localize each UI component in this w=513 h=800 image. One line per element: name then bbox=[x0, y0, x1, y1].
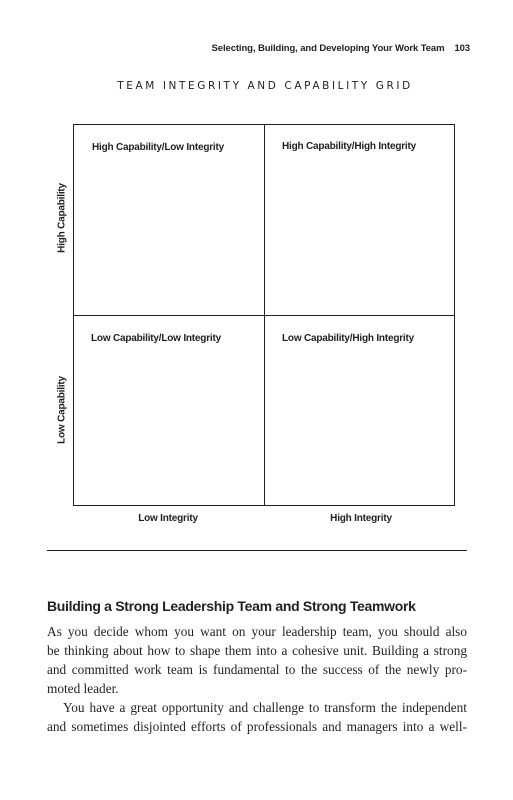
quadrant-label-low-capability-high-integrity: Low Capability/High Integrity bbox=[282, 333, 414, 344]
paragraph-1-line: As you decide whom you want on your leadership team, you should also bbox=[47, 624, 467, 639]
x-axis-label-high-integrity: High Integrity bbox=[330, 513, 392, 524]
y-axis-label-high-capability: High Capability bbox=[56, 183, 68, 253]
page-number: 103 bbox=[454, 43, 470, 54]
running-head-title: Selecting, Building, and Developing Your Work Team bbox=[211, 43, 445, 54]
figure-title: TEAM INTEGRITY AND CAPABILITY GRID bbox=[117, 80, 413, 92]
section-divider bbox=[47, 550, 467, 551]
body-text bbox=[47, 622, 467, 736]
x-axis-label-low-integrity: Low Integrity bbox=[138, 513, 198, 524]
paragraph-2-line: You have a great opportunity and challenge to transform the independent bbox=[63, 700, 467, 715]
paragraph-2-line: and sometimes disjointed efforts of professionals and managers into a well- bbox=[47, 719, 467, 734]
quadrant-label-high-capability-low-integrity: High Capability/Low Integrity bbox=[92, 142, 224, 153]
paragraph-1-line: be thinking about how to shape them into a cohesive unit. Building a strong bbox=[47, 643, 467, 658]
grid-horizontal-divider bbox=[74, 315, 454, 316]
quadrant-label-high-capability-high-integrity: High Capability/High Integrity bbox=[282, 141, 417, 152]
paragraph-1-line: moted leader. bbox=[47, 681, 119, 696]
quadrant-label-low-capability-low-integrity: Low Capability/Low Integrity bbox=[91, 333, 221, 344]
section-heading: Building a Strong Leadership Team and Strong Teamwork bbox=[47, 598, 416, 614]
paragraph-1-line: and committed work team is fundamental to the success of the newly pro- bbox=[47, 662, 467, 677]
capability-integrity-grid bbox=[73, 124, 455, 506]
y-axis-label-low-capability: Low Capability bbox=[56, 376, 68, 444]
running-head bbox=[212, 43, 470, 54]
